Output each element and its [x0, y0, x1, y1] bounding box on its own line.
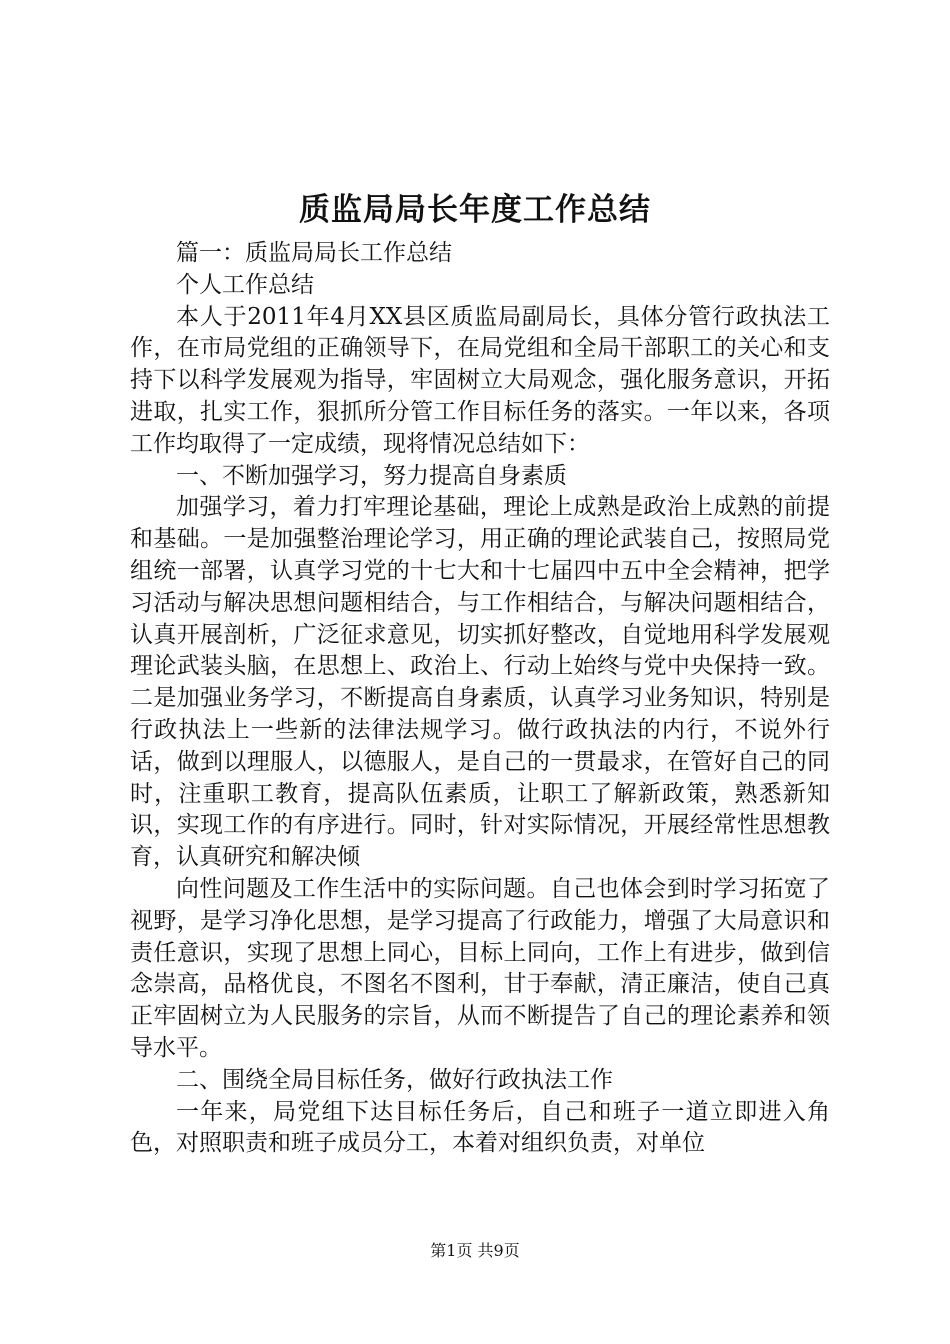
paragraph: 一年来，局党组下达目标任务后，自己和班子一道立即进入角色，对照职责和班子成员分工，本着对组织负责，对单位 — [130, 1098, 830, 1157]
section-heading: 篇一：质监局局长工作总结 — [176, 240, 452, 266]
subheading: 个人工作总结 — [176, 271, 314, 298]
paragraph: 本人于2011年4月XX县区质监局副局长，具体分管行政执法工作，在市局党组的正确领导下，在局党组和全局干部职工的关心和支持下以科学发展观为指导，牢固树立大局观念，强化服务意识，开拓进取，扎实工作，狠抓所分管工作目标任务的落实。一年以来，各项工作均取得了一定成绩，现将情况总结如下： — [130, 303, 830, 457]
paragraph: 加强学习，着力打牢理论基础，理论上成熟是政治上成熟的前提和基础。一是加强整治理论学习，用正确的理论武装自己，按照局党组统一部署，认真学习党的十七大和十七届四中五中全会精神，把学习活动与解决思想问题相结合，与工作相结合，与解决问题相结合，认真开展剖析，广泛征求意见，切实抓好整改，自觉地用科学发展观理论武装头脑，在思想上、政治上、行动上始终与党中央保持一致。二是加强业务学习，不断提高自身素质，认真学习业务知识，特别是行政执法上一些新的法律法规学习。做行政执法的内行，不说外行话，做到以理服人，以德服人，是自己的一贯最求，在管好自己的同时，注重职工教育，提高队伍素质，让职工了解新政策，熟悉新知识，实现工作的有序进行。同时，针对实际情况，开展经常性思想教育，认真研究和解决倾 — [130, 494, 830, 871]
page-footer: 第1页 共9页 — [430, 1241, 520, 1260]
document-title: 质监局局长年度工作总结 — [299, 192, 651, 228]
document-body — [130, 238, 830, 1160]
paragraph: 向性问题及工作生活中的实际问题。自己也体会到时学习拓宽了视野，是学习净化思想，是学习提高了行政能力，增强了大局意识和责任意识，实现了思想上同心，目标上同向，工作上有进步，做到信念崇高，品格优良，不图名不图利，甘于奉献，清正廉洁，使自己真正牢固树立为人民服务的宗旨，从而不断提告了自己的理论素养和领导水平。 — [130, 875, 830, 1061]
section-heading: 一、不断加强学习，努力提高自身素质 — [176, 462, 567, 489]
section-heading: 二、围绕全局目标任务，做好行政执法工作 — [176, 1066, 613, 1093]
